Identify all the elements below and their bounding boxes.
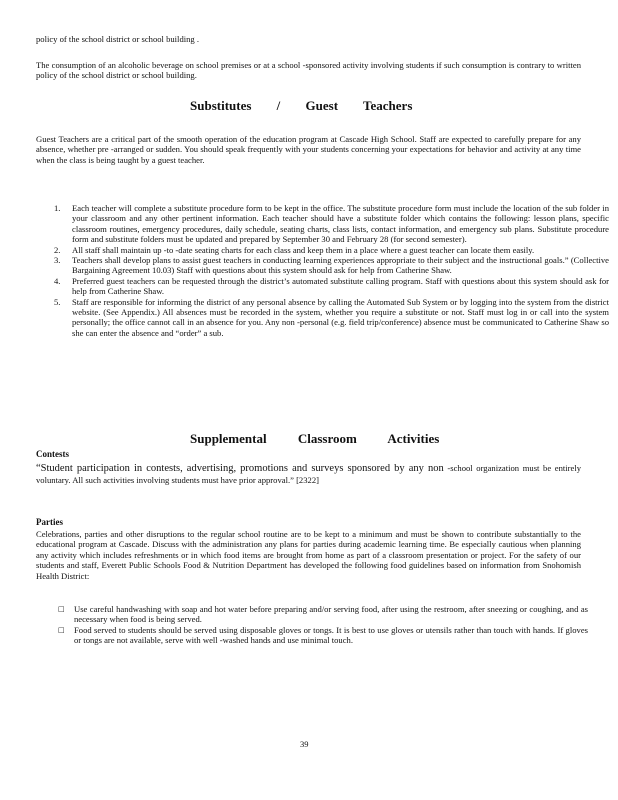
substitute-procedure-list [36,203,609,338]
bullet-icon: □ [58,605,65,613]
supplemental-heading: Supplemental Classroom Activities [190,431,440,446]
parties-paragraph: Celebrations, parties and other disruptions to the regular school routine are to be kept to a minimum and must be shown to contribute substantially to the educational program at Cascade. Discuss with the administration any plans for parties during academic learning time. Be especially cautious when planning any activity which includes refreshments or in which food items are brought from home as part of a classroom presentation or project. For the safety of our students and staff, Everett Public Schools Food & Nutrition Department has developed the following food guidelines based on information from Snohomish Health District: [36,529,581,581]
alcohol-paragraph: The consumption of an alcoholic beverage on school premises or at a school -sponsored activity involving students if such consumption is contrary to written policy of the school district or school building. [36,60,581,81]
list-item: 5. Staff are responsible for informing the district of any personal absence by calling the Automated Sub System or by logging into the system from the district website. (See Appendix.) All absences must be recorded in the system, whether you require a substitute or not. Staff must log in or call into the system personally; the office cannot call in an absence for you. Any non -personal (e.g. field trip/conference) absence must be communicated to Catherine Shaw so she can enter the absence and “order” a sub. [54,296,609,338]
list-item: 3. Teachers shall develop plans to assist guest teachers in conducting learning experiences appropriate to their subject and the instructional goals.” (Collective Bargaining Agreement 10.03) Staff with questions about this system should ask for help from Catherine Shaw. [54,255,609,276]
list-item: 2. All staff shall maintain up -to -date seating charts for each class and keep them in a place where a guest teacher can locate them easily. [54,244,535,255]
bullet-icon: □ [58,625,65,634]
contests-paragraph: “Student participation in contests, advertising, promotions and surveys sponsored by any non -school organization must be entirely voluntary. All such activities involving students must have prior approval.” [2322] [36,463,582,485]
parties-title: Parties [36,517,63,527]
guest-teachers-paragraph: Guest Teachers are a critical part of the smooth operation of the education program at Cascade High School. Staff are expected to carefully prepare for any absence, whether pre -arranged or sudden. You should speak frequently with your students concerning your expectations for behavior and activity at any time when the class is being taught by a guest teacher. [36,134,581,165]
list-item: □ Food served to students should be served using disposable gloves or tongs. It is best to use gloves or utensils rather than touch with hands. If gloves or tongs are not available, serve with well -washed hands and use minimal touch. [58,624,588,646]
food-guidelines-list [56,604,588,646]
list-item: 4. Preferred guest teachers can be requested through the district’s automated substitute calling program. Staff with questions about this system should ask for help from Catherine Shaw. [54,275,609,297]
intro-line: policy of the school district or school building . [36,34,200,44]
list-item: 1. Each teacher will complete a substitute procedure form to be kept in the office. The substitute procedure form must include the location of the sub folder in your classroom and any other pertinent information. Each teacher should have a substitute folder which contains the following: lesson plans, specific classroom routines, emergency procedures, daily schedule, seating charts, class lists, contact information, and emergency sub plans. Substitute procedure form and substitute folders must be updated and prepared by September 30 and February 28 (for second semester). [54,203,609,245]
contests-title: Contests [36,449,69,459]
list-item: □ Use careful handwashing with soap and hot water before preparing and/or serving food, after using the restroom, after sneezing or coughing, and as necessary when food is being served. [58,604,588,625]
page-number: 39 [300,739,309,749]
substitutes-heading: Substitutes / Guest Teachers [190,98,413,113]
